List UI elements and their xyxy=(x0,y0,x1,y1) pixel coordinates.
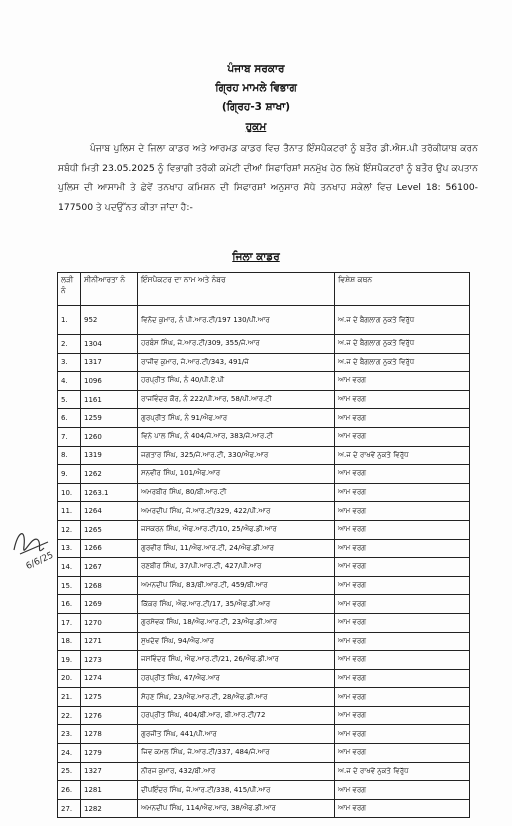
table-row xyxy=(58,390,470,409)
cell-remarks: ਆਮ ਵਰਗ xyxy=(335,706,470,725)
cell-serial: 22. xyxy=(58,706,81,725)
cell-remarks: ਆਮ ਵਰਗ xyxy=(335,725,470,744)
cell-serial: 14. xyxy=(58,558,81,577)
cell-name: ਕਿੱਕਰ ਸਿੰਘ, ਐਫ.ਆਰ.ਟੀ/17, 35/ਐਫ.ਡੀ.ਆਰ xyxy=(138,595,335,614)
cell-seniority: 1279 xyxy=(81,744,138,763)
table-row xyxy=(58,539,470,558)
cell-serial: 24. xyxy=(58,744,81,763)
cell-remarks: ਆਮ ਵਰਗ xyxy=(335,539,470,558)
cell-serial: 16. xyxy=(58,595,81,614)
cell-name: ਵਿਨੇ ਪਾਲ ਸਿੰਘ, ਨੰ 404/ਜੇ.ਆਰ, 383/ਜੇ.ਆਰ.ਟੀ xyxy=(138,427,335,446)
table-row xyxy=(58,446,470,465)
cell-serial: 6. xyxy=(58,409,81,428)
cell-seniority: 1271 xyxy=(81,632,138,651)
cell-seniority: 1263.1 xyxy=(81,483,138,502)
cell-seniority: 1267 xyxy=(81,558,138,577)
cell-serial: 19. xyxy=(58,651,81,670)
cell-serial: 20. xyxy=(58,669,81,688)
cell-seniority: 1264 xyxy=(81,502,138,521)
cell-seniority: 1260 xyxy=(81,427,138,446)
table-row xyxy=(58,427,470,446)
cell-remarks: ਆਮ ਵਰਗ xyxy=(335,651,470,670)
cell-remarks: ਆਮ ਵਰਗ xyxy=(335,669,470,688)
cell-name: ਅਮਨਦੀਪ ਸਿੰਘ, 114/ਐਫ.ਆਰ, 38/ਐਫ.ਡੀ.ਆਰ xyxy=(138,799,335,818)
cell-name: ਹਰਪ੍ਰੀਤ ਸਿੰਘ, 404/ਬੀ.ਆਰ, ਬੀ.ਆਰ.ਟੀ/72 xyxy=(138,706,335,725)
order-paragraph-text: ਪੰਜਾਬ ਪੁਲਿਸ ਦੇ ਜਿਲਾ ਕਾਡਰ ਅਤੇ ਆਰਮਡ ਕਾਡਰ ਵਿਚ ਤੈਨਾਤ ਇੰਸਪੈਕਟਰਾਂ ਨੂੰ ਬਤੌਰ ਡੀ.ਐਸ.ਪੀ ਤਰੱਕੀਯਾਬ ਕਰਨ ਸਬੰਧੀ ਮਿਤੀ 23.05.2025 ਨੂੰ ਵਿਭਾਗੀ ਤਰੱਕੀ ਕਮੇਟੀ ਦੀਆਂ ਸਿਫਾਰਿਸ਼ਾਂ ਸਨਮੁੱਖ ਹੇਠ ਲਿਖੇ ਇੰਸਪੈਕਟਰਾਂ ਨੂੰ ਬਤੌਰ ਉਪ ਕਪਤਾਨ ਪੁਲਿਸ ਦੀ ਆਸਾਮੀ ਤੇ ਛੇਵੇਂ ਤਨਖਾਹ ਕਮਿਸ਼ਨ ਦੀ ਸਿਫਾਰਸ਼ਾਂ ਅਨੁਸਾਰ ਸੋਧੇ ਤਨਖਾਹ ਸਕੇਲਾਂ ਵਿਚ Level 18: 56100-177500 ਤੇ ਪਦਉੱਨਤ ਕੀਤਾ ਜਾਂਦਾ ਹੈ:- xyxy=(58,143,478,213)
cell-remarks: ਆਮ ਵਰਗ xyxy=(335,595,470,614)
cell-remarks: ਅ.ਜ ਦੇ ਰਾਖਵੇਂ ਨੁਕਤੇ ਵਿਰੁੱਧ xyxy=(335,762,470,781)
cell-seniority: 952 xyxy=(81,306,138,335)
cell-seniority: 1304 xyxy=(81,335,138,354)
cell-serial: 15. xyxy=(58,576,81,595)
table-row xyxy=(58,632,470,651)
signature-date: 6/6/25 xyxy=(24,550,56,572)
table-row xyxy=(58,688,470,707)
cell-remarks: ਆਮ ਵਰਗ xyxy=(335,390,470,409)
cell-name: ਰਣਬੀਰ ਸਿੰਘ, 37/ਪੀ.ਆਰ.ਟੀ, 427/ਪੀ.ਆਰ xyxy=(138,558,335,577)
cell-seniority: 1259 xyxy=(81,409,138,428)
cell-name: ਅਮਰਦੀਪ ਸਿੰਘ, ਜੇ.ਆਰ.ਟੀ/329, 422/ਪੀ.ਆਰ xyxy=(138,502,335,521)
cell-name: ਅਮਨਦੀਪ ਸਿੰਘ, 83/ਬੀ.ਆਰ.ਟੀ, 459/ਬੀ.ਆਰ xyxy=(138,576,335,595)
cell-seniority: 1317 xyxy=(81,353,138,372)
cell-remarks: ਆਮ ਵਰਗ xyxy=(335,632,470,651)
cell-name: ਗੁਰਪ੍ਰੀਤ ਸਿੰਘ, ਨੰ 91/ਐਫ.ਆਰ xyxy=(138,409,335,428)
cell-name: ਜਸਵਿੰਦਰ ਸਿੰਘ, ਐਫ.ਆਰ.ਟੀ/21, 26/ਐਫ.ਡੀ.ਆਰ xyxy=(138,651,335,670)
cell-seniority: 1273 xyxy=(81,651,138,670)
cell-seniority: 1266 xyxy=(81,539,138,558)
table-row xyxy=(58,335,470,354)
cell-name: ਜਗਤਾਰ ਸਿੰਘ, 325/ਜੇ.ਆਰ.ਟੀ, 330/ਐਫ.ਆਰ xyxy=(138,446,335,465)
cell-name: ਦੀਪਇੰਦਰ ਸਿੰਘ, ਜੇ.ਆਰ.ਟੀ/338, 415/ਪੀ.ਆਰ xyxy=(138,781,335,800)
cell-remarks: ਅ.ਜ ਦੇ ਬੈਗਲਾਗ ਨੁਕਤੇ ਵਿਰੁੱਧ xyxy=(335,353,470,372)
header-name: ਇੰਸਪੈਕਟਰ ਦਾ ਨਾਮ ਅਤੇ ਨੰਬਰ xyxy=(138,273,335,306)
cell-serial: 7. xyxy=(58,427,81,446)
table-row xyxy=(58,520,470,539)
cell-serial: 9. xyxy=(58,465,81,484)
cell-serial: 5. xyxy=(58,390,81,409)
cell-name: ਜਿਵ ਕਮਲ ਸਿੰਘ, ਜੇ.ਆਰ.ਟੀ/337, 484/ਜੇ.ਆਰ xyxy=(138,744,335,763)
cell-seniority: 1265 xyxy=(81,520,138,539)
cell-name: ਹਰਪ੍ਰੀਤ ਸਿੰਘ, 47/ਐਫ.ਆਰ xyxy=(138,669,335,688)
cell-serial: 8. xyxy=(58,446,81,465)
cell-seniority: 1275 xyxy=(81,688,138,707)
table-row xyxy=(58,465,470,484)
table-row xyxy=(58,706,470,725)
table-row xyxy=(58,744,470,763)
cell-remarks: ਆਮ ਵਰਗ xyxy=(335,688,470,707)
cell-seniority: 1161 xyxy=(81,390,138,409)
cell-seniority: 1319 xyxy=(81,446,138,465)
table-row xyxy=(58,799,470,818)
table-row xyxy=(58,576,470,595)
cell-seniority: 1262 xyxy=(81,465,138,484)
table-row xyxy=(58,669,470,688)
cell-serial: 27. xyxy=(58,799,81,818)
table-row xyxy=(58,558,470,577)
cell-serial: 1. xyxy=(58,306,81,335)
cell-name: ਹਰਬੰਸ ਸਿੰਘ, ਜੇ.ਆਰ.ਟੀ/309, 355/ਜੇ.ਆਰ xyxy=(138,335,335,354)
table-row xyxy=(58,306,470,335)
cell-seniority: 1282 xyxy=(81,799,138,818)
branch-heading: (ਗ੍ਰਿਹ-3 ਸ਼ਾਖਾ) xyxy=(221,101,291,113)
cell-remarks: ਆਮ ਵਰਗ xyxy=(335,781,470,800)
cell-seniority: 1278 xyxy=(81,725,138,744)
cell-seniority: 1276 xyxy=(81,706,138,725)
cell-remarks: ਆਮ ਵਰਗ xyxy=(335,744,470,763)
cell-seniority: 1327 xyxy=(81,762,138,781)
cell-remarks: ਆਮ ਵਰਗ xyxy=(335,465,470,484)
table-row xyxy=(58,353,470,372)
cell-serial: 13. xyxy=(58,539,81,558)
cell-remarks: ਆਮ ਵਰਗ xyxy=(335,427,470,446)
department-heading: ਗ੍ਰਿਹ ਮਾਮਲੇ ਵਿਭਾਗ xyxy=(215,82,297,94)
table-row xyxy=(58,483,470,502)
cell-serial: 21. xyxy=(58,688,81,707)
header-serial: ਲੜੀ ਨੰ xyxy=(58,273,81,306)
cell-seniority: 1268 xyxy=(81,576,138,595)
cell-name: ਰਾਜੀਵ ਕੁਮਾਰ, ਜੇ.ਆਰ.ਟੀ/343, 491/ਜੇ xyxy=(138,353,335,372)
header-remarks: ਵਿਸ਼ੇਸ਼ ਕਥਨ xyxy=(335,273,470,306)
order-heading: ਹੁਕਮ xyxy=(245,121,267,133)
cell-remarks: ਆਮ ਵਰਗ xyxy=(335,502,470,521)
cell-remarks: ਅ.ਜ ਦੇ ਰਾਖਵੇਂ ਨੁਕਤੇ ਵਿਰੁੱਧ xyxy=(335,446,470,465)
table-row xyxy=(58,409,470,428)
cell-remarks: ਆਮ ਵਰਗ xyxy=(335,613,470,632)
cell-name: ਨੀਰਜ ਕੁਮਾਰ, 432/ਬੀ.ਆਰ xyxy=(138,762,335,781)
cell-name: ਸੋਹਣ ਸਿੰਘ, 23/ਐਫ.ਆਰ.ਟੀ, 28/ਐਫ.ਡੀ.ਆਰ xyxy=(138,688,335,707)
cell-remarks: ਆਮ ਵਰਗ xyxy=(335,799,470,818)
table-row xyxy=(58,725,470,744)
cell-serial: 26. xyxy=(58,781,81,800)
cell-remarks: ਆਮ ਵਰਗ xyxy=(335,409,470,428)
promotion-table xyxy=(57,272,470,818)
cell-serial: 4. xyxy=(58,372,81,391)
cell-serial: 2. xyxy=(58,335,81,354)
table-row xyxy=(58,372,470,391)
table-row xyxy=(58,502,470,521)
table-body xyxy=(58,306,470,818)
cell-name: ਵਿਨੋਦ ਕੁਮਾਰ, ਨੰ ਪੀ.ਆਰ.ਟੀ/197 130/ਪੀ.ਆਰ xyxy=(138,306,335,335)
table-row xyxy=(58,762,470,781)
cell-serial: 18. xyxy=(58,632,81,651)
cell-remarks: ਆਮ ਵਰਗ xyxy=(335,558,470,577)
cell-seniority: 1281 xyxy=(81,781,138,800)
cell-name: ਗੁਰਸੇਵਕ ਸਿੰਘ, 18/ਐਫ.ਆਰ.ਟੀ, 23/ਐਫ.ਡੀ.ਆਰ xyxy=(138,613,335,632)
handwritten-signature xyxy=(8,520,60,576)
cell-name: ਅਮਰਬੀਰ ਸਿੰਘ, 80/ਬੀ.ਆਰ.ਟੀ xyxy=(138,483,335,502)
cell-name: ਸਨਵੀਰ ਸਿੰਘ, 101/ਐਫ.ਆਰ xyxy=(138,465,335,484)
cell-remarks: ਆਮ ਵਰਗ xyxy=(335,576,470,595)
cell-serial: 25. xyxy=(58,762,81,781)
table-row xyxy=(58,613,470,632)
cell-name: ਸੁਖਦੇਵ ਸਿੰਘ, 94/ਐਫ.ਆਰ xyxy=(138,632,335,651)
cell-serial: 17. xyxy=(58,613,81,632)
cell-remarks: ਅ.ਜ ਦੇ ਬੈਗਲਾਗ ਨੁਕਤੇ ਵਿਰੁੱਧ xyxy=(335,306,470,335)
cell-name: ਗੁਰਜੀਤ ਸਿੰਘ, 441/ਪੀ.ਆਰ xyxy=(138,725,335,744)
cell-serial: 11. xyxy=(58,502,81,521)
cell-remarks: ਆਮ ਵਰਗ xyxy=(335,372,470,391)
cell-remarks: ਆਮ ਵਰਗ xyxy=(335,520,470,539)
cell-remarks: ਅ.ਜ ਦੇ ਬੈਗਲਾਗ ਨੁਕਤੇ ਵਿਰੁੱਧ xyxy=(335,335,470,354)
table-row xyxy=(58,595,470,614)
table-row xyxy=(58,651,470,670)
cell-seniority: 1096 xyxy=(81,372,138,391)
cell-serial: 3. xyxy=(58,353,81,372)
cell-remarks: ਆਮ ਵਰਗ xyxy=(335,483,470,502)
cell-serial: 23. xyxy=(58,725,81,744)
cell-serial: 12. xyxy=(58,520,81,539)
cell-seniority: 1269 xyxy=(81,595,138,614)
govt-heading: ਪੰਜਾਬ ਸਰਕਾਰ xyxy=(227,63,285,75)
header-seniority: ਸੀਨੀਆਰਤਾ ਨੰ xyxy=(81,273,138,306)
table-header-row xyxy=(58,273,470,306)
cell-name: ਗੁਰਵੀਰ ਸਿੰਘ, 11/ਐਫ.ਆਰ.ਟੀ, 24/ਐਫ.ਡੀ.ਆਰ xyxy=(138,539,335,558)
cell-name: ਰਾਜਵਿੰਦਰ ਕੌਰ, ਨੰ 222/ਪੀ.ਆਰ, 58/ਪੀ.ਆਰ.ਟੀ xyxy=(138,390,335,409)
cell-seniority: 1274 xyxy=(81,669,138,688)
cell-serial: 10. xyxy=(58,483,81,502)
cell-name: ਹਰਪ੍ਰੀਤ ਸਿੰਘ, ਨੰ 40/ਪੀ.ਏ.ਪੀ xyxy=(138,372,335,391)
cell-name: ਜਸਕਰਨ ਸਿੰਘ, ਐਫ.ਆਰ.ਟੀ/10, 25/ਐਫ.ਡੀ.ਆਰ xyxy=(138,520,335,539)
cadre-title: ਜਿਲਾ ਕਾਡਰ xyxy=(232,251,280,263)
table-row xyxy=(58,781,470,800)
order-paragraph xyxy=(58,139,478,217)
cell-seniority: 1270 xyxy=(81,613,138,632)
